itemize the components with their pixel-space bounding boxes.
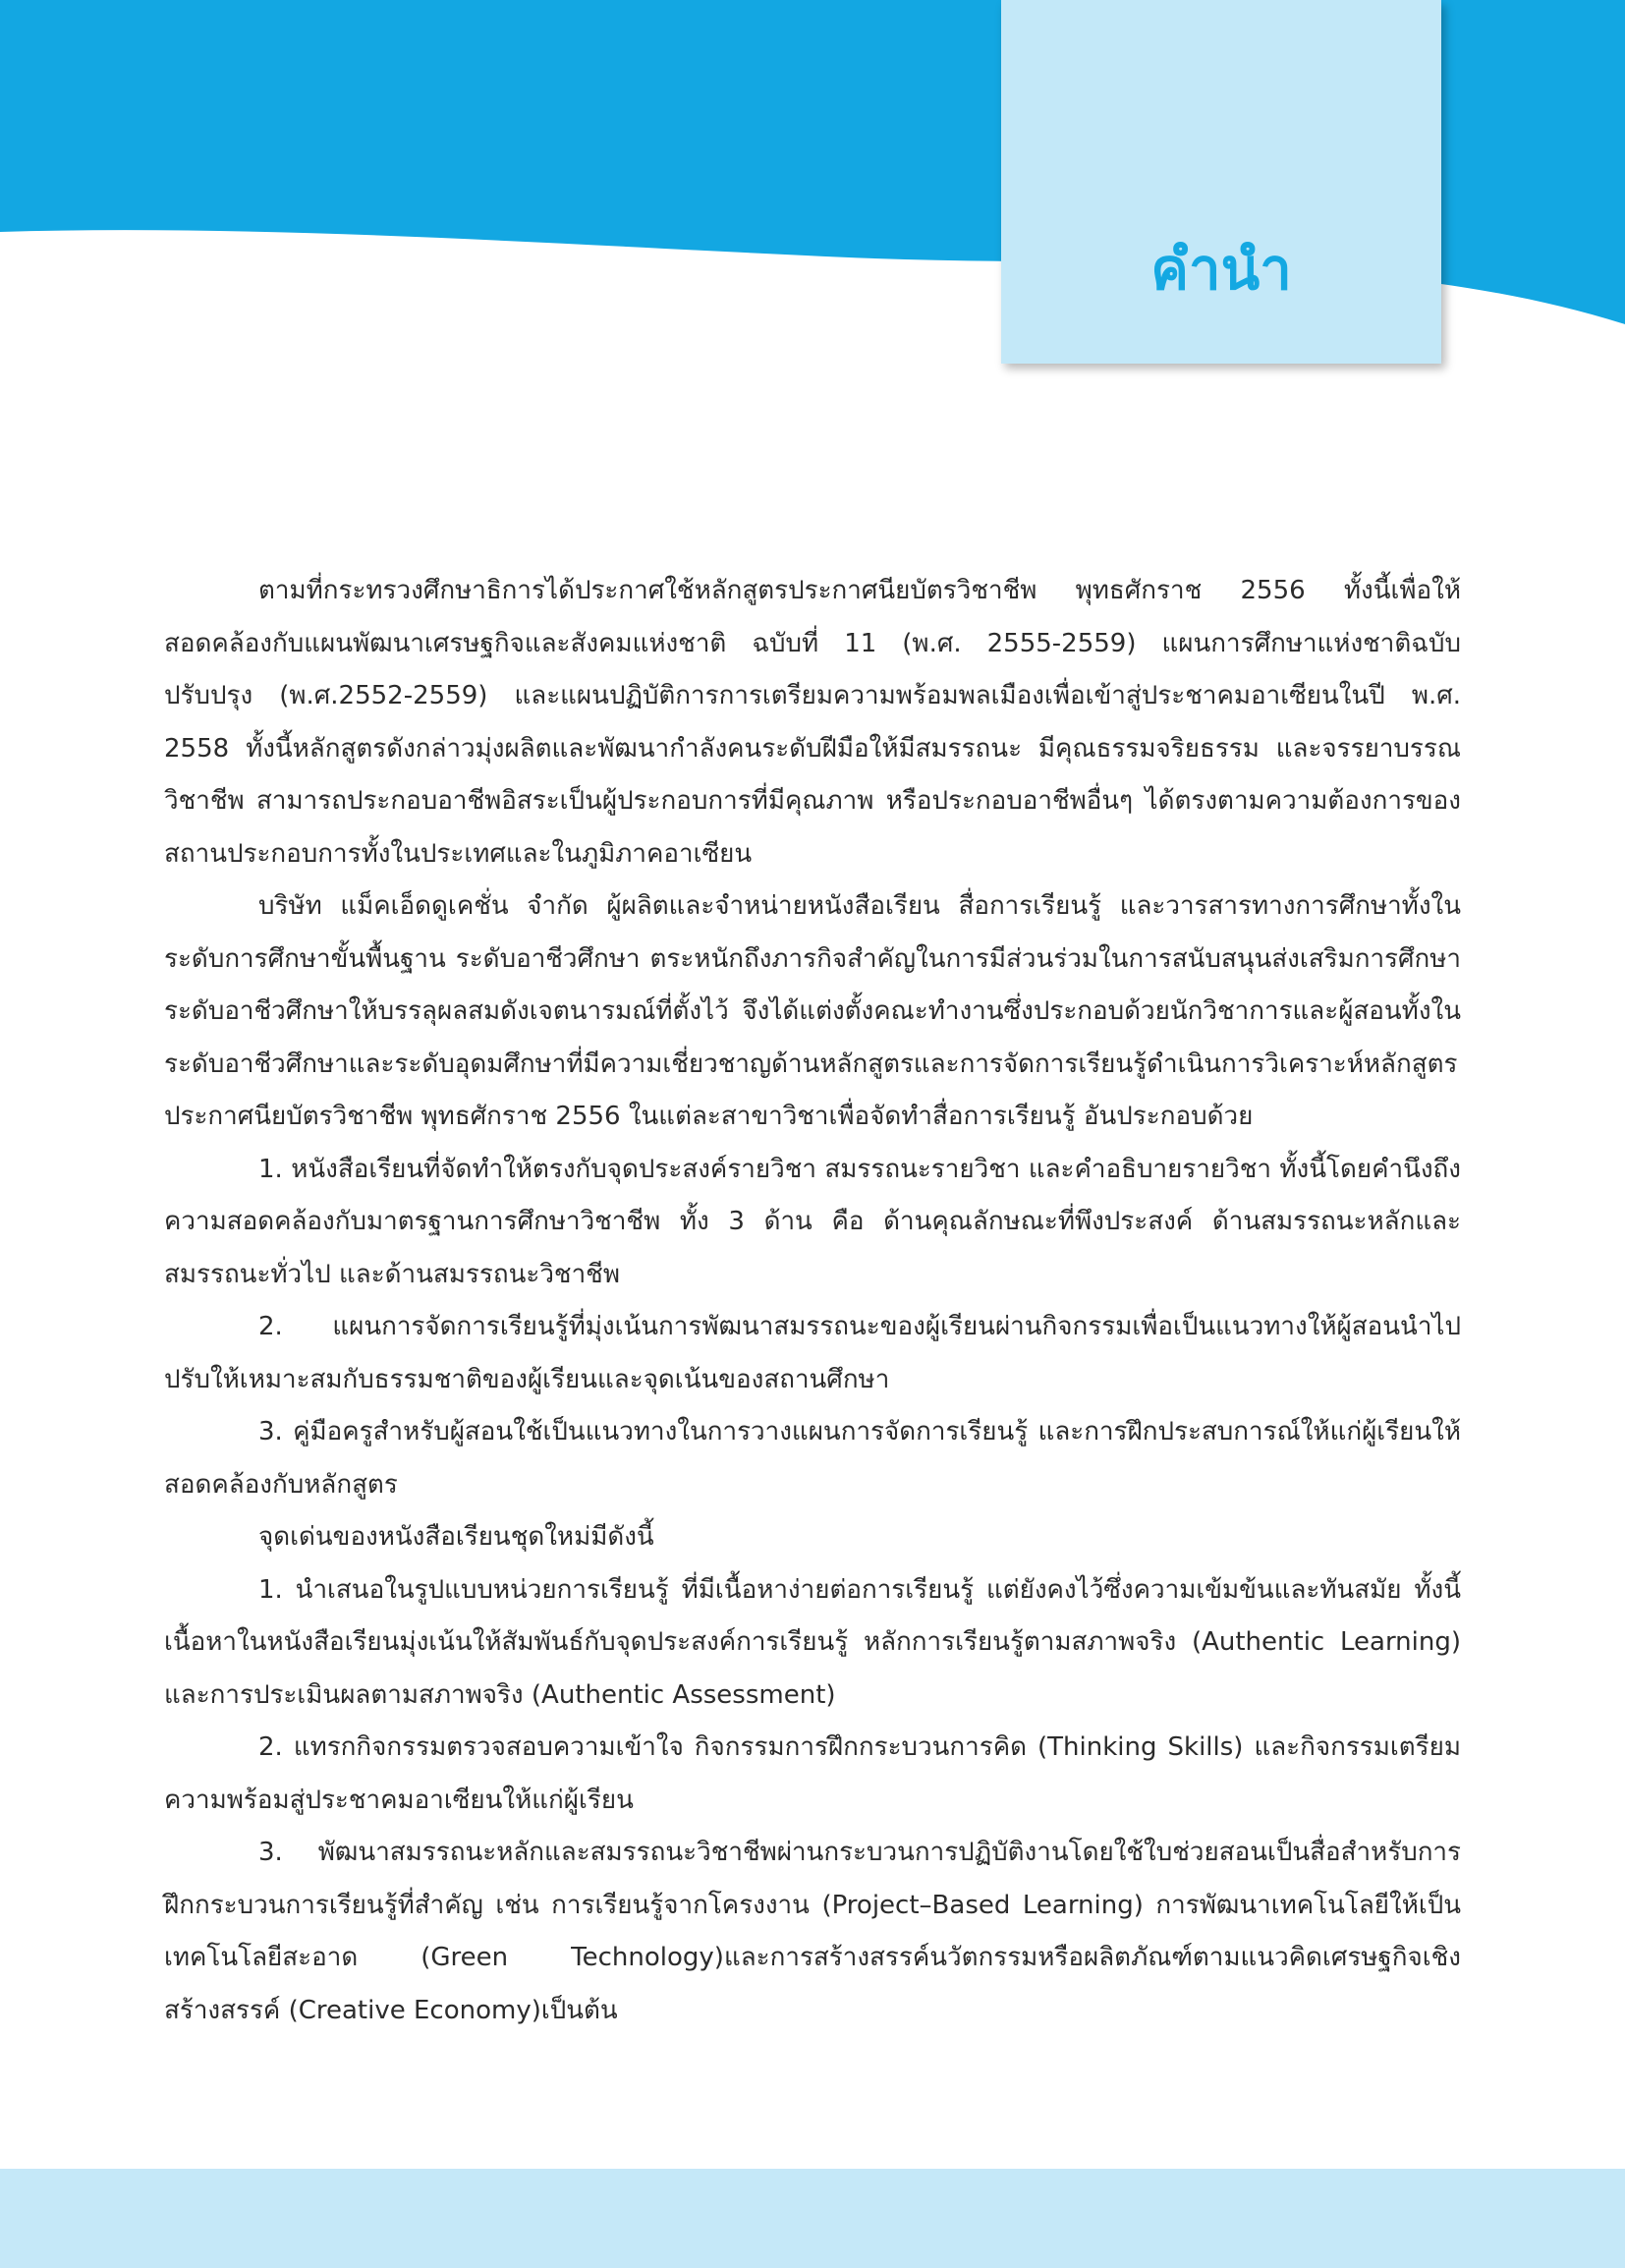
paragraph-company: บริษัท แม็คเอ็ดดูเคชั่น จำกัด ผู้ผลิตและจำหน่ายหนังสือเรียน สื่อการเรียนรู้ และวารสารทางการศึกษาทั้งในระดับการศึกษาขั้นพื้นฐาน ระดับอาชีวศึกษา ตระหนักถึงภารกิจสำคัญในการมีส่วนร่วมในการสนับสนุนส่งเสริมการศึกษาระดับอาชีวศึกษาให้บรรลุผลสมดังเจตนารมณ์ที่ตั้งไว้ จึงได้แต่งตั้งคณะทำงานซึ่งประกอบด้วยนักวิชาการและผู้สอนทั้งในระดับอาชีวศึกษาและระดับอุดมศึกษาที่มีความเชี่ยวชาญด้านหลักสูตรและการจัดการเรียนรู้ดำเนินการวิเคราะห์หลักสูตรประกาศนียบัตรวิชาชีพ พุทธศักราช 2556 ในแต่ละสาขาวิชาเพื่อจัดทำสื่อการเรียนรู้ อันประกอบด้วย (164, 891, 1461, 1131)
highlights-heading: จุดเด่นของหนังสือเรียนชุดใหม่มีดังนี้ (258, 1522, 654, 1552)
highlight-item-1: 1. นำเสนอในรูปแบบหน่วยการเรียนรู้ ที่มีเนื้อหาง่ายต่อการเรียนรู้ แต่ยังคงไว้ซึ่งความเข้มข้นและทันสมัย ทั้งนี้เนื้อหาในหนังสือเรียนมุ่งเน้นให้สัมพันธ์กับจุดประสงค์การเรียนรู้ หลักการเรียนรู้ตามสภาพจริง (Authentic Learning) และการประเมินผลตามสภาพจริง (Authentic Assessment) (164, 1574, 1461, 1710)
list-item-lesson-plan: 2. แผนการจัดการเรียนรู้ที่มุ่งเน้นการพัฒนาสมรรถนะของผู้เรียนผ่านกิจกรรมเพื่อเป็นแนวทางให้ผู้สอนนำไปปรับให้เหมาะสมกับธรรมชาติของผู้เรียนและจุดเน้นของสถานศึกษา (164, 1312, 1461, 1394)
title-card (1001, 0, 1441, 364)
preface-body (164, 565, 1461, 2037)
list-item-textbook: 1. หนังสือเรียนที่จัดทำให้ตรงกับจุดประสงค์รายวิชา สมรรถนะรายวิชา และคำอธิบายรายวิชา ทั้งนี้โดยคำนึงถึงความสอดคล้องกับมาตรฐานการศึกษาวิชาชีพ ทั้ง 3 ด้าน คือ ด้านคุณลักษณะที่พึงประสงค์ ด้านสมรรถนะหลักและสมรรถนะทั่วไป และด้านสมรรถนะวิชาชีพ (164, 1154, 1461, 1289)
list-item-teacher-manual: 3. คู่มือครูสำหรับผู้สอนใช้เป็นแนวทางในการวางแผนการจัดการเรียนรู้ และการฝึกประสบการณ์ให้แก่ผู้เรียนให้สอดคล้องกับหลักสูตร (164, 1417, 1461, 1500)
footer-band (0, 2169, 1625, 2268)
highlight-item-2: 2. แทรกกิจกรรมตรวจสอบความเข้าใจ กิจกรรมการฝึกกระบวนการคิด (Thinking Skills) และกิจกรรมเตรียมความพร้อมสู่ประชาคมอาเซียนให้แก่ผู้เรียน (164, 1732, 1461, 1815)
page-title: คำนำ (1150, 236, 1292, 303)
paragraph-intro-curriculum: ตามที่กระทรวงศึกษาธิการได้ประกาศใช้หลักสูตรประกาศนียบัตรวิชาชีพ พุทธศักราช 2556 ทั้งนี้เพื่อให้สอดคล้องกับแผนพัฒนาเศรษฐกิจและสังคมแห่งชาติ ฉบับที่ 11 (พ.ศ. 2555-2559) แผนการศึกษาแห่งชาติฉบับปรับปรุง (พ.ศ.2552-2559) และแผนปฏิบัติการการเตรียมความพร้อมพลเมืองเพื่อเข้าสู่ประชาคมอาเซียนในปี พ.ศ. 2558 ทั้งนี้หลักสูตรดังกล่าวมุ่งผลิตและพัฒนากำลังคนระดับฝีมือให้มีสมรรถนะ มีคุณธรรมจริยธรรม และจรรยาบรรณวิชาชีพ สามารถประกอบอาชีพอิสระเป็นผู้ประกอบการที่มีคุณภาพ หรือประกอบอาชีพอื่นๆ ได้ตรงตามความต้องการของสถานประกอบการทั้งในประเทศและในภูมิภาคอาเซียน (164, 576, 1461, 869)
highlight-item-3: 3. พัฒนาสมรรถนะหลักและสมรรถนะวิชาชีพผ่านกระบวนการปฏิบัติงานโดยใช้ใบช่วยสอนเป็นสื่อสำหรับการฝึกกระบวนการเรียนรู้ที่สำคัญ เช่น การเรียนรู้จากโครงงาน (Project–Based Learning) การพัฒนาเทคโนโลยีให้เป็นเทคโนโลยีสะอาด (Green Technology)และการสร้างสรรค์นวัตกรรมหรือผลิตภัณฑ์ตามแนวคิดเศรษฐกิจเชิงสร้างสรรค์ (Creative Economy)เป็นต้น (164, 1838, 1461, 2025)
